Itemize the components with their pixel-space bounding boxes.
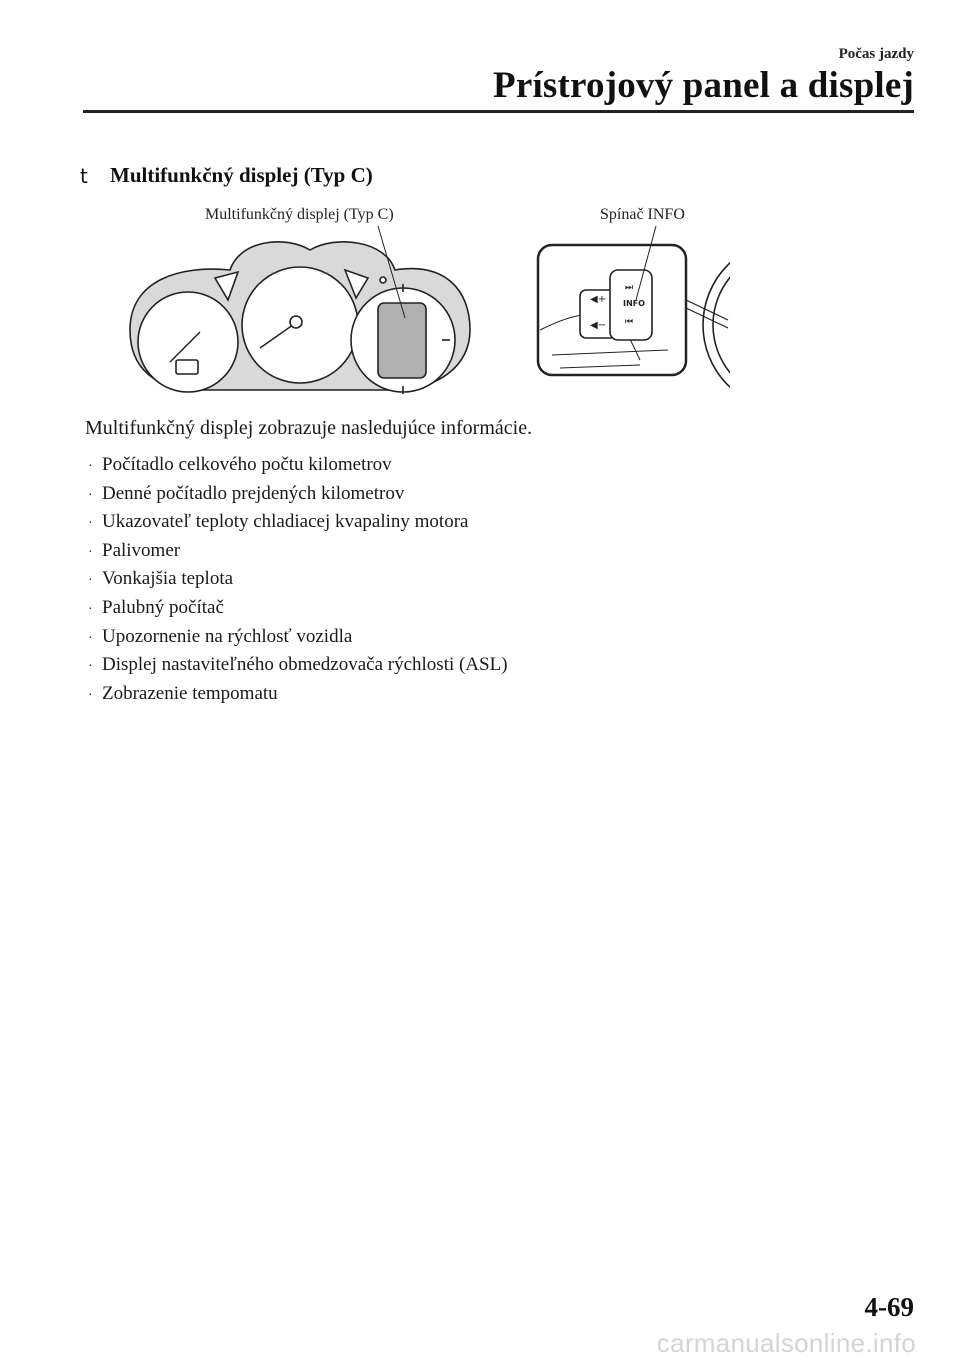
bullet-icon: · [88,630,93,646]
intro-text: Multifunkčný displej zobrazuje nasledujúce informácie. [85,417,533,439]
svg-text:⏮: ⏮ [625,317,634,327]
list-item [88,681,508,710]
svg-text:◀+: ◀+ [590,294,607,305]
chapter-label: Počas jazdy [838,46,914,62]
info-button-label: INFO [623,299,645,308]
list-item [88,624,508,653]
page-number: 4-69 [864,1292,914,1322]
svg-text:◀−: ◀− [590,320,607,331]
list-item-text: Palivomer [102,539,181,561]
svg-text:⏭: ⏭ [625,283,634,293]
list-item-text: Displej nastaviteľného obmedzovača rýchlosti (ASL) [102,654,508,676]
section-marker: t [80,163,88,188]
bullet-icon: · [88,573,93,589]
steering-wheel-illustration [703,240,730,410]
bullet-icon: · [88,516,93,532]
list-item [88,509,508,538]
list-item-text: Zobrazenie tempomatu [102,682,278,704]
callout-switch-label: Spínač INFO [600,206,685,223]
list-item [88,566,508,595]
bullet-icon: · [88,601,93,617]
bullet-icon: · [88,544,93,560]
section-heading-text: Multifunkčný displej (Typ C) [110,163,373,187]
steering-wheel-icon [703,240,730,410]
left-gauge-icon [138,292,238,392]
list-item-text: Upozornenie na rýchlosť vozidla [102,625,353,647]
list-item-text: Palubný počítač [102,596,224,618]
instrument-figure [120,200,730,410]
list-item-text: Počítadlo celkového počtu kilometrov [102,454,392,475]
list-item [88,595,508,624]
header-rule [83,110,914,113]
bullet-icon: · [88,659,93,675]
instrument-cluster-illustration [130,226,470,394]
callout-display-label: Multifunkčný displej (Typ C) [205,206,394,223]
section-heading [80,163,373,188]
list-item [88,452,508,481]
bullet-icon: · [88,459,93,474]
list-item-text: Denné počítadlo prejdených kilometrov [102,482,405,504]
list-item [88,481,508,510]
multifunction-display-icon [378,303,426,378]
list-item [88,652,508,681]
list-item-text: Vonkajšia teplota [102,568,234,590]
bullet-icon: · [88,487,93,503]
page-title: Prístrojový panel a displej [493,65,914,106]
watermark: carmanualsonline.info [656,1328,916,1358]
bullet-icon: · [88,687,93,703]
list-item-text: Ukazovateľ teploty chladiacej kvapaliny motora [102,511,469,533]
feature-list [88,452,508,709]
steering-switch-illustration [538,226,728,375]
list-item [88,538,508,567]
